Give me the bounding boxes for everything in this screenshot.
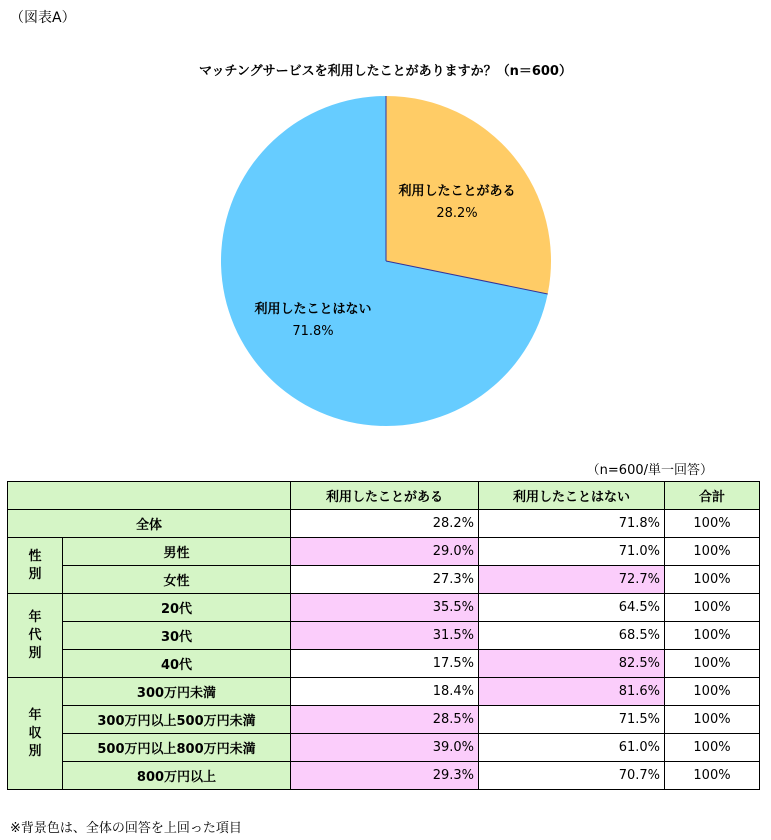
- cell-used: 18.4%: [291, 678, 479, 706]
- table-row: [8, 762, 760, 790]
- cell-total: 100%: [665, 594, 760, 622]
- cell-not-used: 82.5%: [479, 650, 665, 678]
- row-label: 800万円以上: [63, 762, 291, 790]
- table-row: [8, 734, 760, 762]
- cell-used: 27.3%: [291, 566, 479, 594]
- table-header-row: [8, 482, 760, 510]
- header-total: 合計: [665, 482, 760, 510]
- cell-used: 35.5%: [291, 594, 479, 622]
- slice-value-1: 71.8%: [292, 324, 334, 339]
- table-note: （n=600/単一回答）: [586, 463, 713, 478]
- header-not-used: 利用したことはない: [479, 482, 665, 510]
- group-label: 性 別: [8, 538, 63, 594]
- chart-title: マッチングサービスを利用したことがありますか？（n＝600）: [199, 64, 572, 79]
- cell-total: 100%: [665, 538, 760, 566]
- cell-not-used: 70.7%: [479, 762, 665, 790]
- cell-not-used: 81.6%: [479, 678, 665, 706]
- table-row: [8, 706, 760, 734]
- cell-total: 100%: [665, 734, 760, 762]
- header-corner: [8, 482, 291, 510]
- cell-total: 100%: [665, 650, 760, 678]
- result-table: [7, 481, 760, 790]
- cell-not-used: 71.5%: [479, 706, 665, 734]
- cell-used: 17.5%: [291, 650, 479, 678]
- slice-label-0: 利用したことがある: [398, 184, 516, 199]
- row-label: 男性: [63, 538, 291, 566]
- cell-not-used: 64.5%: [479, 594, 665, 622]
- cell-total: 100%: [665, 510, 760, 538]
- row-label: 40代: [63, 650, 291, 678]
- cell-total: 100%: [665, 762, 760, 790]
- header-used: 利用したことがある: [291, 482, 479, 510]
- cell-not-used: 61.0%: [479, 734, 665, 762]
- group-label: 年 収 別: [8, 678, 63, 790]
- row-label: 500万円以上800万円未満: [63, 734, 291, 762]
- table-row: [8, 538, 760, 566]
- row-label: 全体: [8, 510, 291, 538]
- cell-not-used: 72.7%: [479, 566, 665, 594]
- cell-used: 29.3%: [291, 762, 479, 790]
- cell-not-used: 71.8%: [479, 510, 665, 538]
- row-label: 30代: [63, 622, 291, 650]
- table-row: [8, 594, 760, 622]
- figure-label: （図表A）: [10, 10, 76, 26]
- cell-used: 31.5%: [291, 622, 479, 650]
- row-label: 300万円未満: [63, 678, 291, 706]
- slice-label-1: 利用したことはない: [254, 302, 372, 317]
- table-row: [8, 622, 760, 650]
- cell-used: 28.5%: [291, 706, 479, 734]
- cell-not-used: 71.0%: [479, 538, 665, 566]
- cell-total: 100%: [665, 622, 760, 650]
- cell-total: 100%: [665, 566, 760, 594]
- table-body: [8, 510, 760, 790]
- footnote: ※背景色は、全体の回答を上回った項目: [10, 821, 242, 836]
- cell-total: 100%: [665, 678, 760, 706]
- table-row: [8, 566, 760, 594]
- row-label: 女性: [63, 566, 291, 594]
- slice-value-0: 28.2%: [436, 206, 478, 221]
- cell-total: 100%: [665, 706, 760, 734]
- cell-used: 39.0%: [291, 734, 479, 762]
- row-label: 300万円以上500万円未満: [63, 706, 291, 734]
- table-row: [8, 650, 760, 678]
- group-label: 年 代 別: [8, 594, 63, 678]
- cell-used: 29.0%: [291, 538, 479, 566]
- row-label: 20代: [63, 594, 291, 622]
- cell-used: 28.2%: [291, 510, 479, 538]
- table-row: [8, 678, 760, 706]
- table-row-total: [8, 510, 760, 538]
- cell-not-used: 68.5%: [479, 622, 665, 650]
